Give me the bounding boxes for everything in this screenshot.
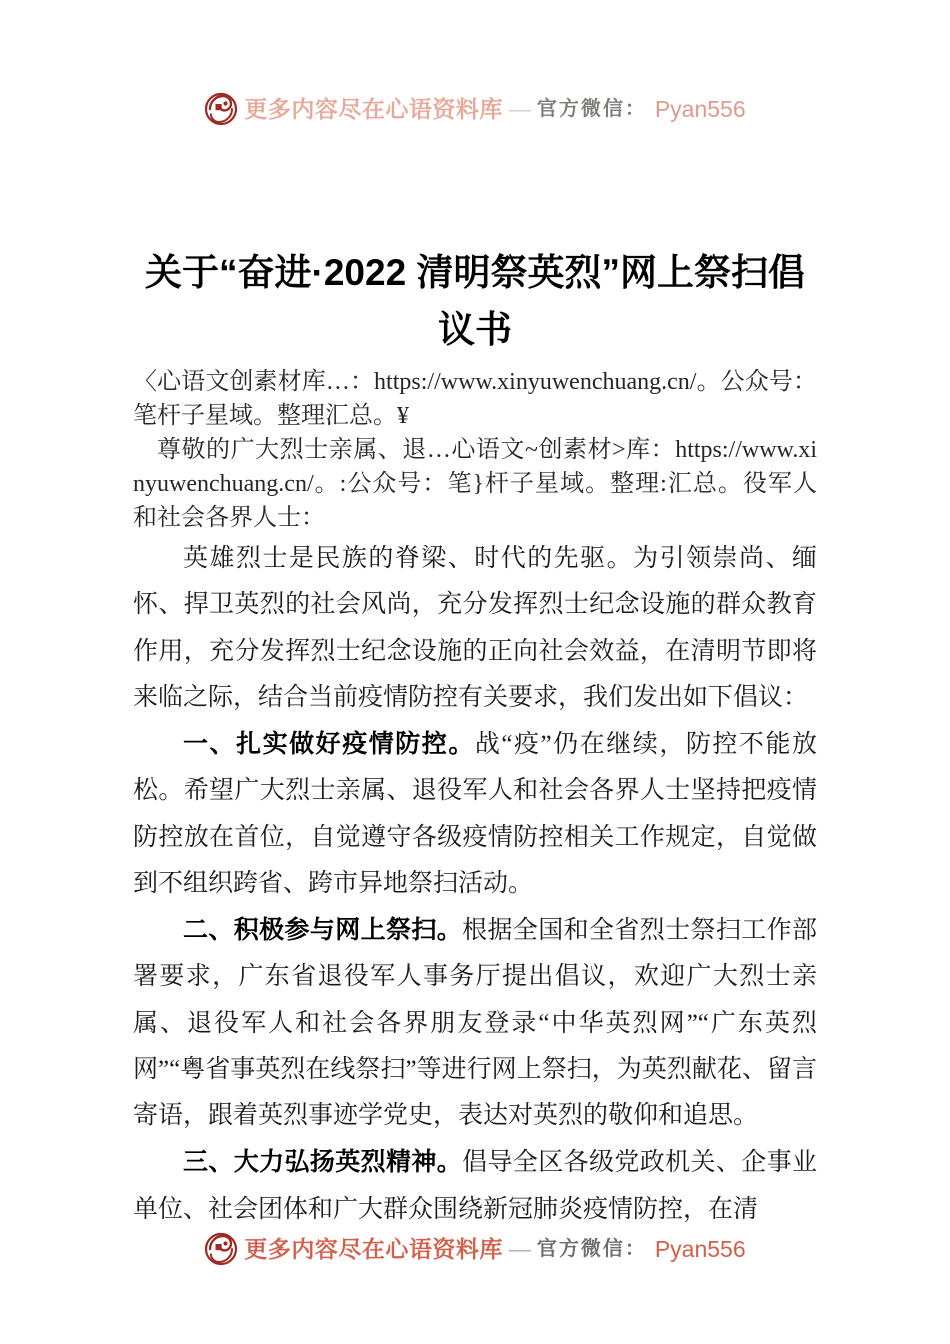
source-meta-line: 〈心语文创素材库…：https://www.xinyuwenchuang.cn/。公众号：笔杆子星域。整理汇总。¥: [133, 368, 817, 429]
watermark-wechat-id: Pyan556: [654, 1235, 746, 1262]
document-body: [133, 244, 817, 1233]
watermark-wechat-id: Pyan556: [654, 95, 746, 122]
paragraph-lead: 一、扎实做好疫情防控。: [183, 730, 475, 759]
paragraph-section-three: [133, 1139, 817, 1233]
watermark-brand-text: 更多内容尽在心语资料库: [244, 1236, 503, 1262]
paragraph-section-two: [133, 907, 817, 1139]
watermark-dash: —: [508, 96, 531, 121]
paragraph-intro: [133, 535, 817, 721]
paragraph-lead: 三、大力弘扬英烈精神。: [183, 1148, 463, 1177]
watermark-wechat-label: 官方微信：: [536, 1238, 647, 1260]
header-watermark: [0, 92, 950, 126]
paragraph-section-one: [133, 721, 817, 907]
watermark-brand-text: 更多内容尽在心语资料库: [244, 96, 503, 122]
watermark-wechat-label: 官方微信：: [536, 98, 647, 120]
brand-logo-icon: [204, 1232, 238, 1266]
paragraph-text: 战“疫”仍在继续，防控不能放松。希望广大烈士亲属、退役军人和社会各界人士坚持把疫情防控放在首位，自觉遵守各级疫情防控相关工作规定，自觉做到不组织跨省、跨市异地祭扫活动。: [133, 731, 817, 897]
page-title: 关于“奋进·2022 清明祭英烈”网上祭扫倡议书: [145, 252, 805, 351]
paragraph-text: 英雄烈士是民族的脊梁、时代的先驱。为引领崇尚、缅怀、捍卫英烈的社会风尚，充分发挥烈士纪念设施的群众教育作用，充分发挥烈士纪念设施的正向社会效益，在清明节即将来临之际，结合当前疫情防控有关要求，我们发出如下倡议：: [133, 545, 817, 711]
brand-logo-icon: [204, 92, 238, 126]
salutation-line: 尊敬的广大烈士亲属、退…心语文~创素材>库：https://www.xinyuwenchuang.cn/。:公众号：笔}杆子星域。整理:汇总。役军人和社会各界人士：: [133, 436, 817, 531]
paragraph-lead: 二、积极参与网上祭扫。: [183, 916, 463, 945]
footer-watermark: [0, 1232, 950, 1266]
paragraph-text: 根据全国和全省烈士祭扫工作部署要求，广东省退役军人事务厅提出倡议，欢迎广大烈士亲属、退役军人和社会各界朋友登录“中华英烈网”“广东英烈网”“粤省事英烈在线祭扫”等进行网上祭扫，为英烈献花、留言寄语，跟着英烈事迹学党史，表达对英烈的敬仰和追思。: [133, 917, 817, 1130]
watermark-dash: —: [508, 1236, 531, 1261]
paragraph-text: 倡导全区各级党政机关、企事业单位、社会团体和广大群众围绕新冠肺炎疫情防控，在清: [133, 1149, 817, 1223]
